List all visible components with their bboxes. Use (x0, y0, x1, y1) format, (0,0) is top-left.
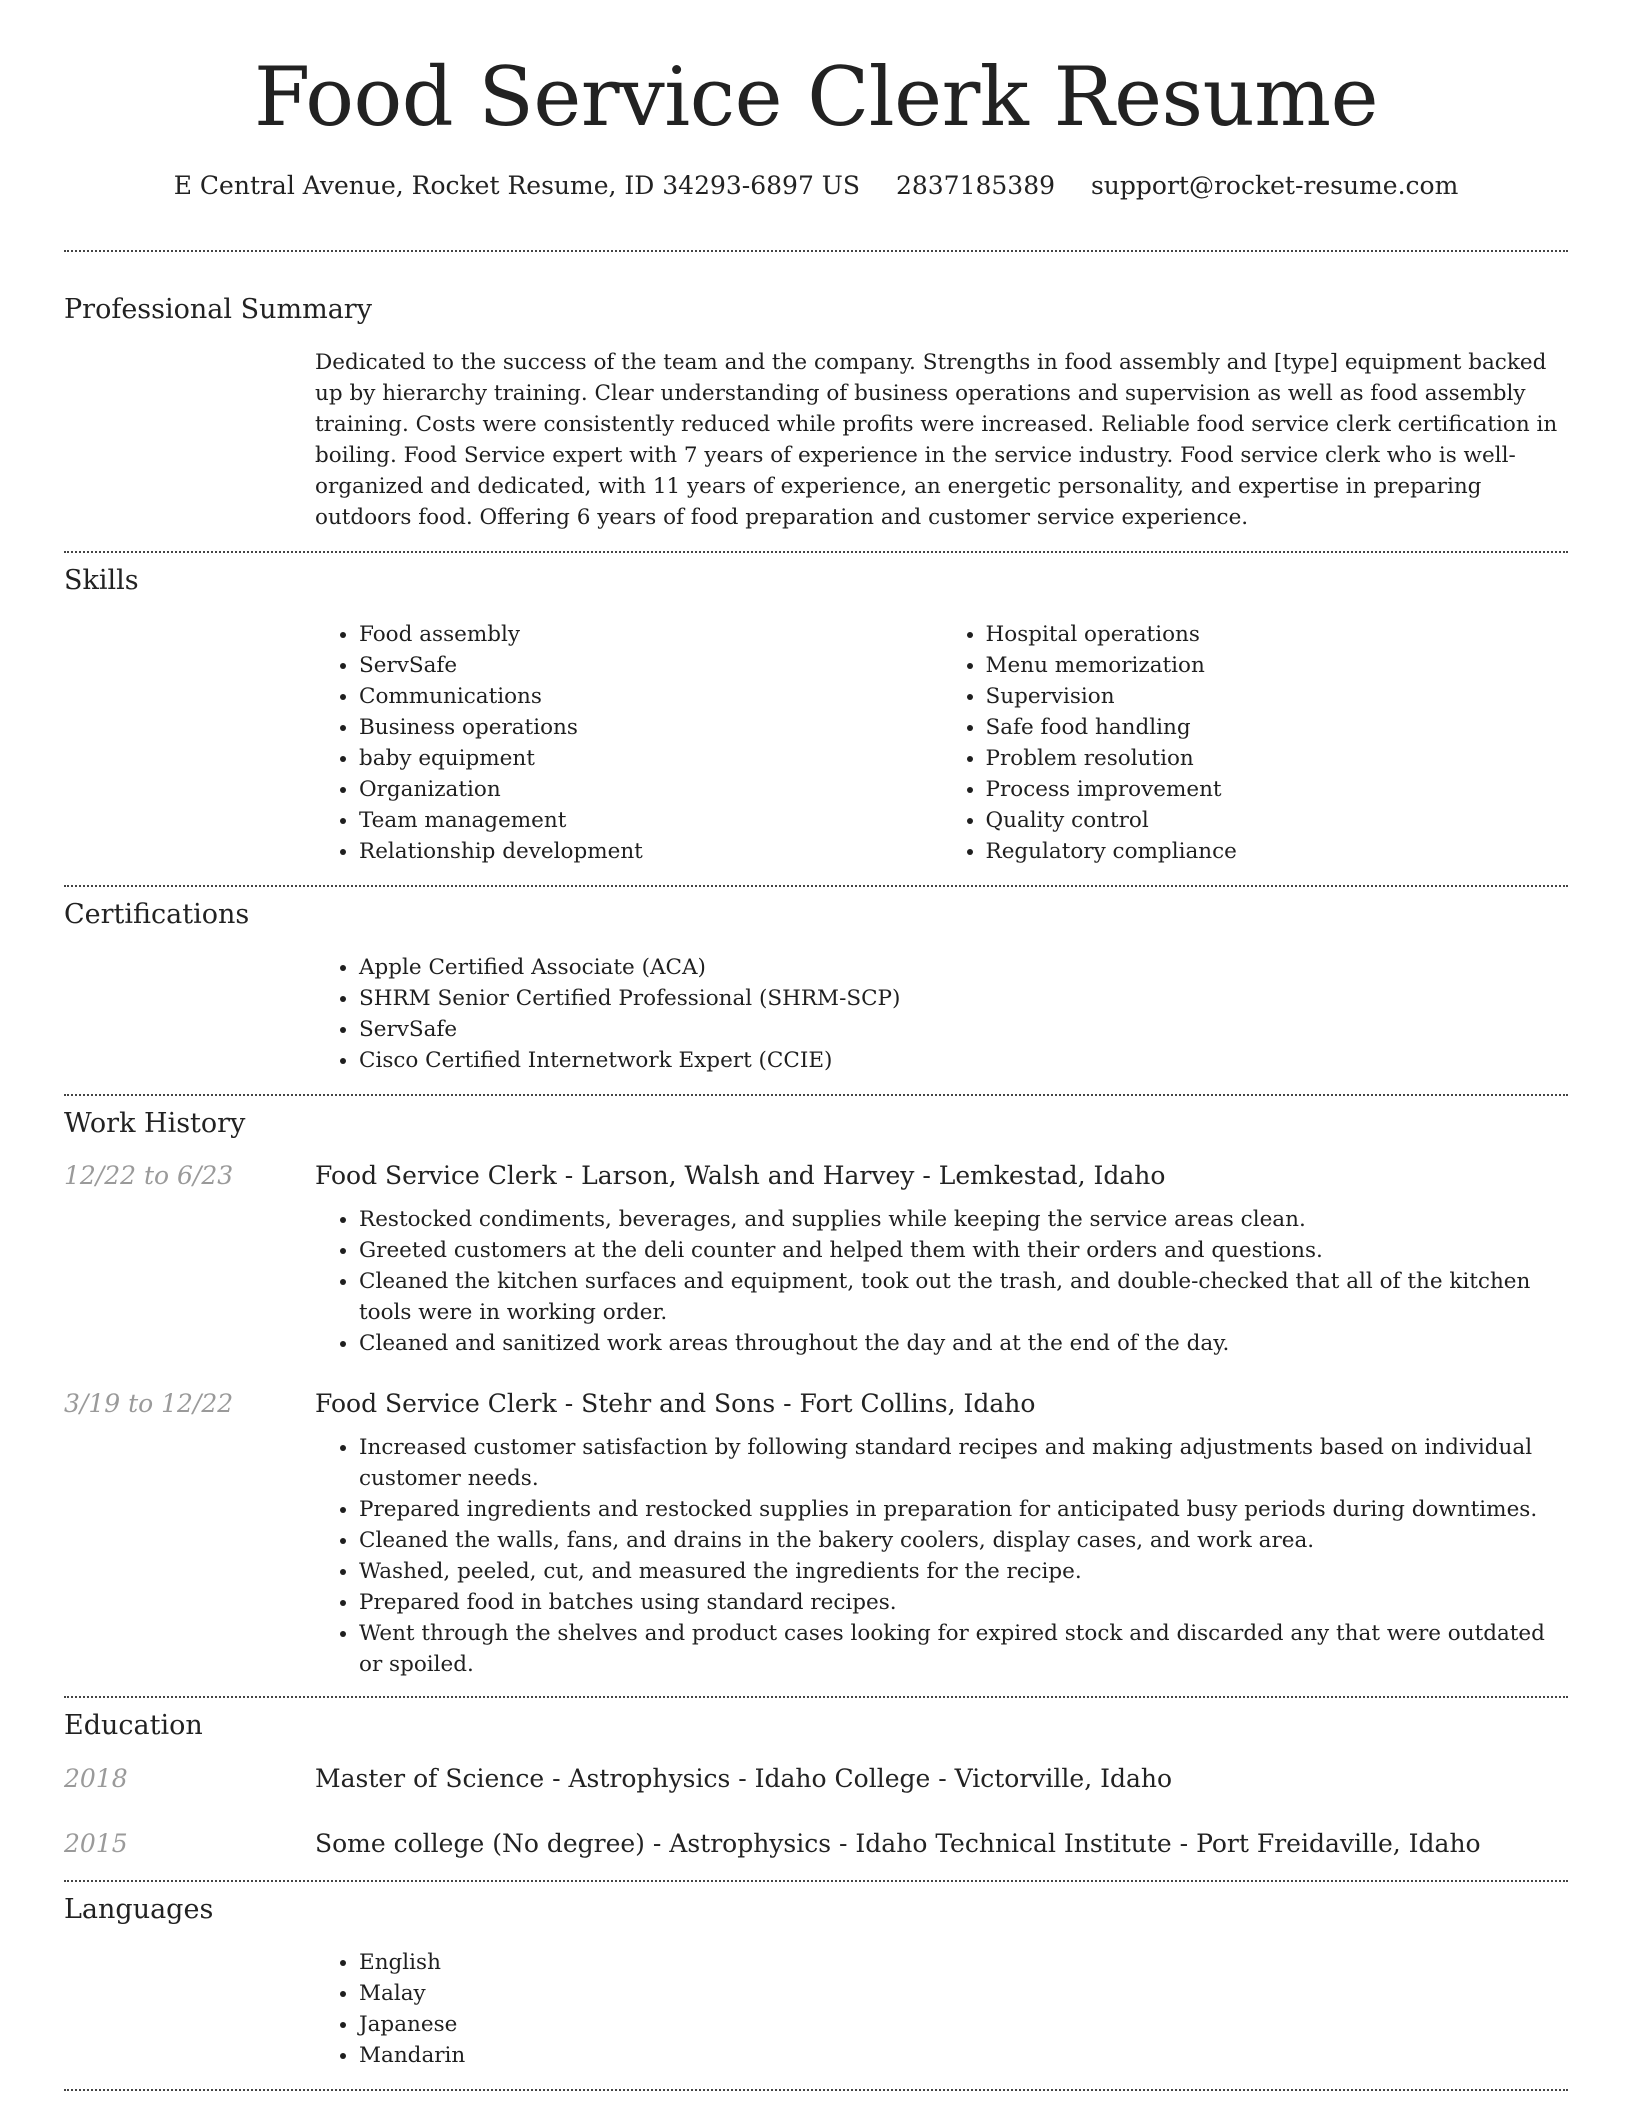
job-details (315, 1204, 1568, 1359)
divider (64, 1696, 1568, 1698)
job-dates: 12/22 to 6/23 (64, 1160, 234, 1190)
job-dates: 3/19 to 12/22 (64, 1388, 234, 1418)
skill-item: • ServSafe (359, 650, 942, 681)
job-bullet: • Prepared food in batches using standard recipes. (359, 1587, 1568, 1618)
skill-item: • Process improvement (986, 774, 1569, 805)
certification-item: • Cisco Certified Internetwork Expert (CCIE) (359, 1045, 1568, 1076)
skill-item: • Supervision (986, 681, 1569, 712)
languages-list (315, 1947, 1568, 2071)
language-item: • English (359, 1947, 1568, 1978)
summary-heading: Professional Summary (64, 294, 372, 326)
job-bullet: • Restocked condiments, beverages, and supplies while keeping the service areas clean. (359, 1204, 1568, 1235)
language-item: • Malay (359, 1978, 1568, 2009)
work-history-heading: Work History (64, 1108, 246, 1140)
job-bullet: • Washed, peeled, cut, and measured the ingredients for the recipe. (359, 1556, 1568, 1587)
language-item: • Japanese (359, 2009, 1568, 2040)
job-entry (64, 1161, 1568, 1359)
skill-item: • Hospital operations (986, 619, 1569, 650)
certifications-heading: Certifications (64, 898, 250, 930)
skills-columns (315, 619, 1568, 867)
job-bullet: • Greeted customers at the deli counter and helped them with their orders and questions. (359, 1235, 1568, 1266)
job-header (64, 1389, 1568, 1418)
divider (64, 551, 1568, 553)
job-bullet: • Prepared ingredients and restocked supplies in preparation for anticipated busy periods during downtimes. (359, 1494, 1568, 1525)
certification-item: • SHRM Senior Certified Professional (SHRM-SCP) (359, 983, 1568, 1014)
languages-content (315, 1947, 1568, 2071)
certifications-section (64, 899, 1568, 1076)
divider (64, 1880, 1568, 1882)
job-header (64, 1161, 1568, 1190)
skill-item: • Team management (359, 805, 942, 836)
skill-item: • Regulatory compliance (986, 836, 1569, 867)
skills-heading: Skills (64, 565, 139, 597)
certification-item: • Apple Certified Associate (ACA) (359, 952, 1568, 983)
languages-section (64, 1894, 1568, 2071)
education-title: Master of Science - Astrophysics - Idaho College - Victorville, Idaho (315, 1764, 1173, 1794)
summary-section (64, 294, 1568, 533)
job-details (315, 1432, 1568, 1680)
job-entry (64, 1389, 1568, 1680)
contact-email: support@rocket-resume.com (1090, 171, 1459, 201)
education-title: Some college (No degree) - Astrophysics - Idaho Technical Institute - Port Freidaville, Idaho (315, 1829, 1481, 1859)
skills-list-right (942, 619, 1569, 867)
job-bullets (315, 1204, 1568, 1359)
divider (64, 250, 1568, 252)
education-heading: Education (64, 1709, 203, 1741)
job-title: Food Service Clerk - Stehr and Sons - Fort Collins, Idaho (315, 1388, 1036, 1418)
skill-item: • Business operations (359, 712, 942, 743)
job-bullet: • Cleaned the kitchen surfaces and equipment, took out the trash, and double-checked that all of the kitchen tools were in working order. (359, 1266, 1568, 1328)
skill-item: • Relationship development (359, 836, 942, 867)
skill-item: • baby equipment (359, 743, 942, 774)
skills-list-left (315, 619, 942, 867)
education-year: 2015 (64, 1829, 128, 1859)
skill-item: • Problem resolution (986, 743, 1569, 774)
skill-item: • Quality control (986, 805, 1569, 836)
language-item: • Mandarin (359, 2040, 1568, 2071)
certifications-list (315, 952, 1568, 1076)
skills-section (64, 565, 1568, 866)
skill-item: • Organization (359, 774, 942, 805)
job-bullet: • Cleaned the walls, fans, and drains in the bakery coolers, display cases, and work area. (359, 1525, 1568, 1556)
job-bullet: • Went through the shelves and product cases looking for expired stock and discarded any that were outdated or spoiled. (359, 1618, 1568, 1680)
skill-item: • Menu memorization (986, 650, 1569, 681)
job-bullet: • Cleaned and sanitized work areas throughout the day and at the end of the day. (359, 1328, 1568, 1359)
resume-title: Food Service Clerk Resume (253, 51, 1379, 145)
job-title: Food Service Clerk - Larson, Walsh and Harvey - Lemkestad, Idaho (315, 1160, 1166, 1190)
education-section (64, 1710, 1568, 1858)
education-year: 2018 (64, 1764, 128, 1794)
contact-phone: 2837185389 (895, 171, 1056, 201)
education-entry (64, 1764, 1568, 1793)
resume-page (64, 0, 1568, 2091)
education-entry (64, 1829, 1568, 1858)
summary-text: Dedicated to the success of the team and the company. Strengths in food assembly and [type] equipment backed up by hierarchy training. Clear understanding of business operations and supervision as well as food assembly training. Costs were consistently reduced while profits were increased. Reliable food service clerk certification in boiling. Food Service expert with 7 years of experience in the service industry. Food service clerk who is well-organized and dedicated, with 11 years of experience, an energetic personality, and expertise in preparing outdoors food. Offering 6 years of food preparation and customer service experience. (315, 350, 1558, 531)
skill-item: • Communications (359, 681, 942, 712)
certification-item: • ServSafe (359, 1014, 1568, 1045)
skill-item: • Food assembly (359, 619, 942, 650)
languages-heading: Languages (64, 1894, 214, 1926)
certifications-content (315, 952, 1568, 1076)
job-bullet: • Increased customer satisfaction by following standard recipes and making adjustments based on individual customer needs. (359, 1432, 1568, 1494)
contact-address: E Central Avenue, Rocket Resume, ID 34293-6897 US (173, 171, 860, 201)
divider (64, 1094, 1568, 1096)
job-bullets (315, 1432, 1568, 1680)
divider (64, 885, 1568, 887)
skill-item: • Safe food handling (986, 712, 1569, 743)
contact-line (64, 171, 1568, 201)
work-history-section (64, 1108, 1568, 1679)
divider (64, 2089, 1568, 2091)
